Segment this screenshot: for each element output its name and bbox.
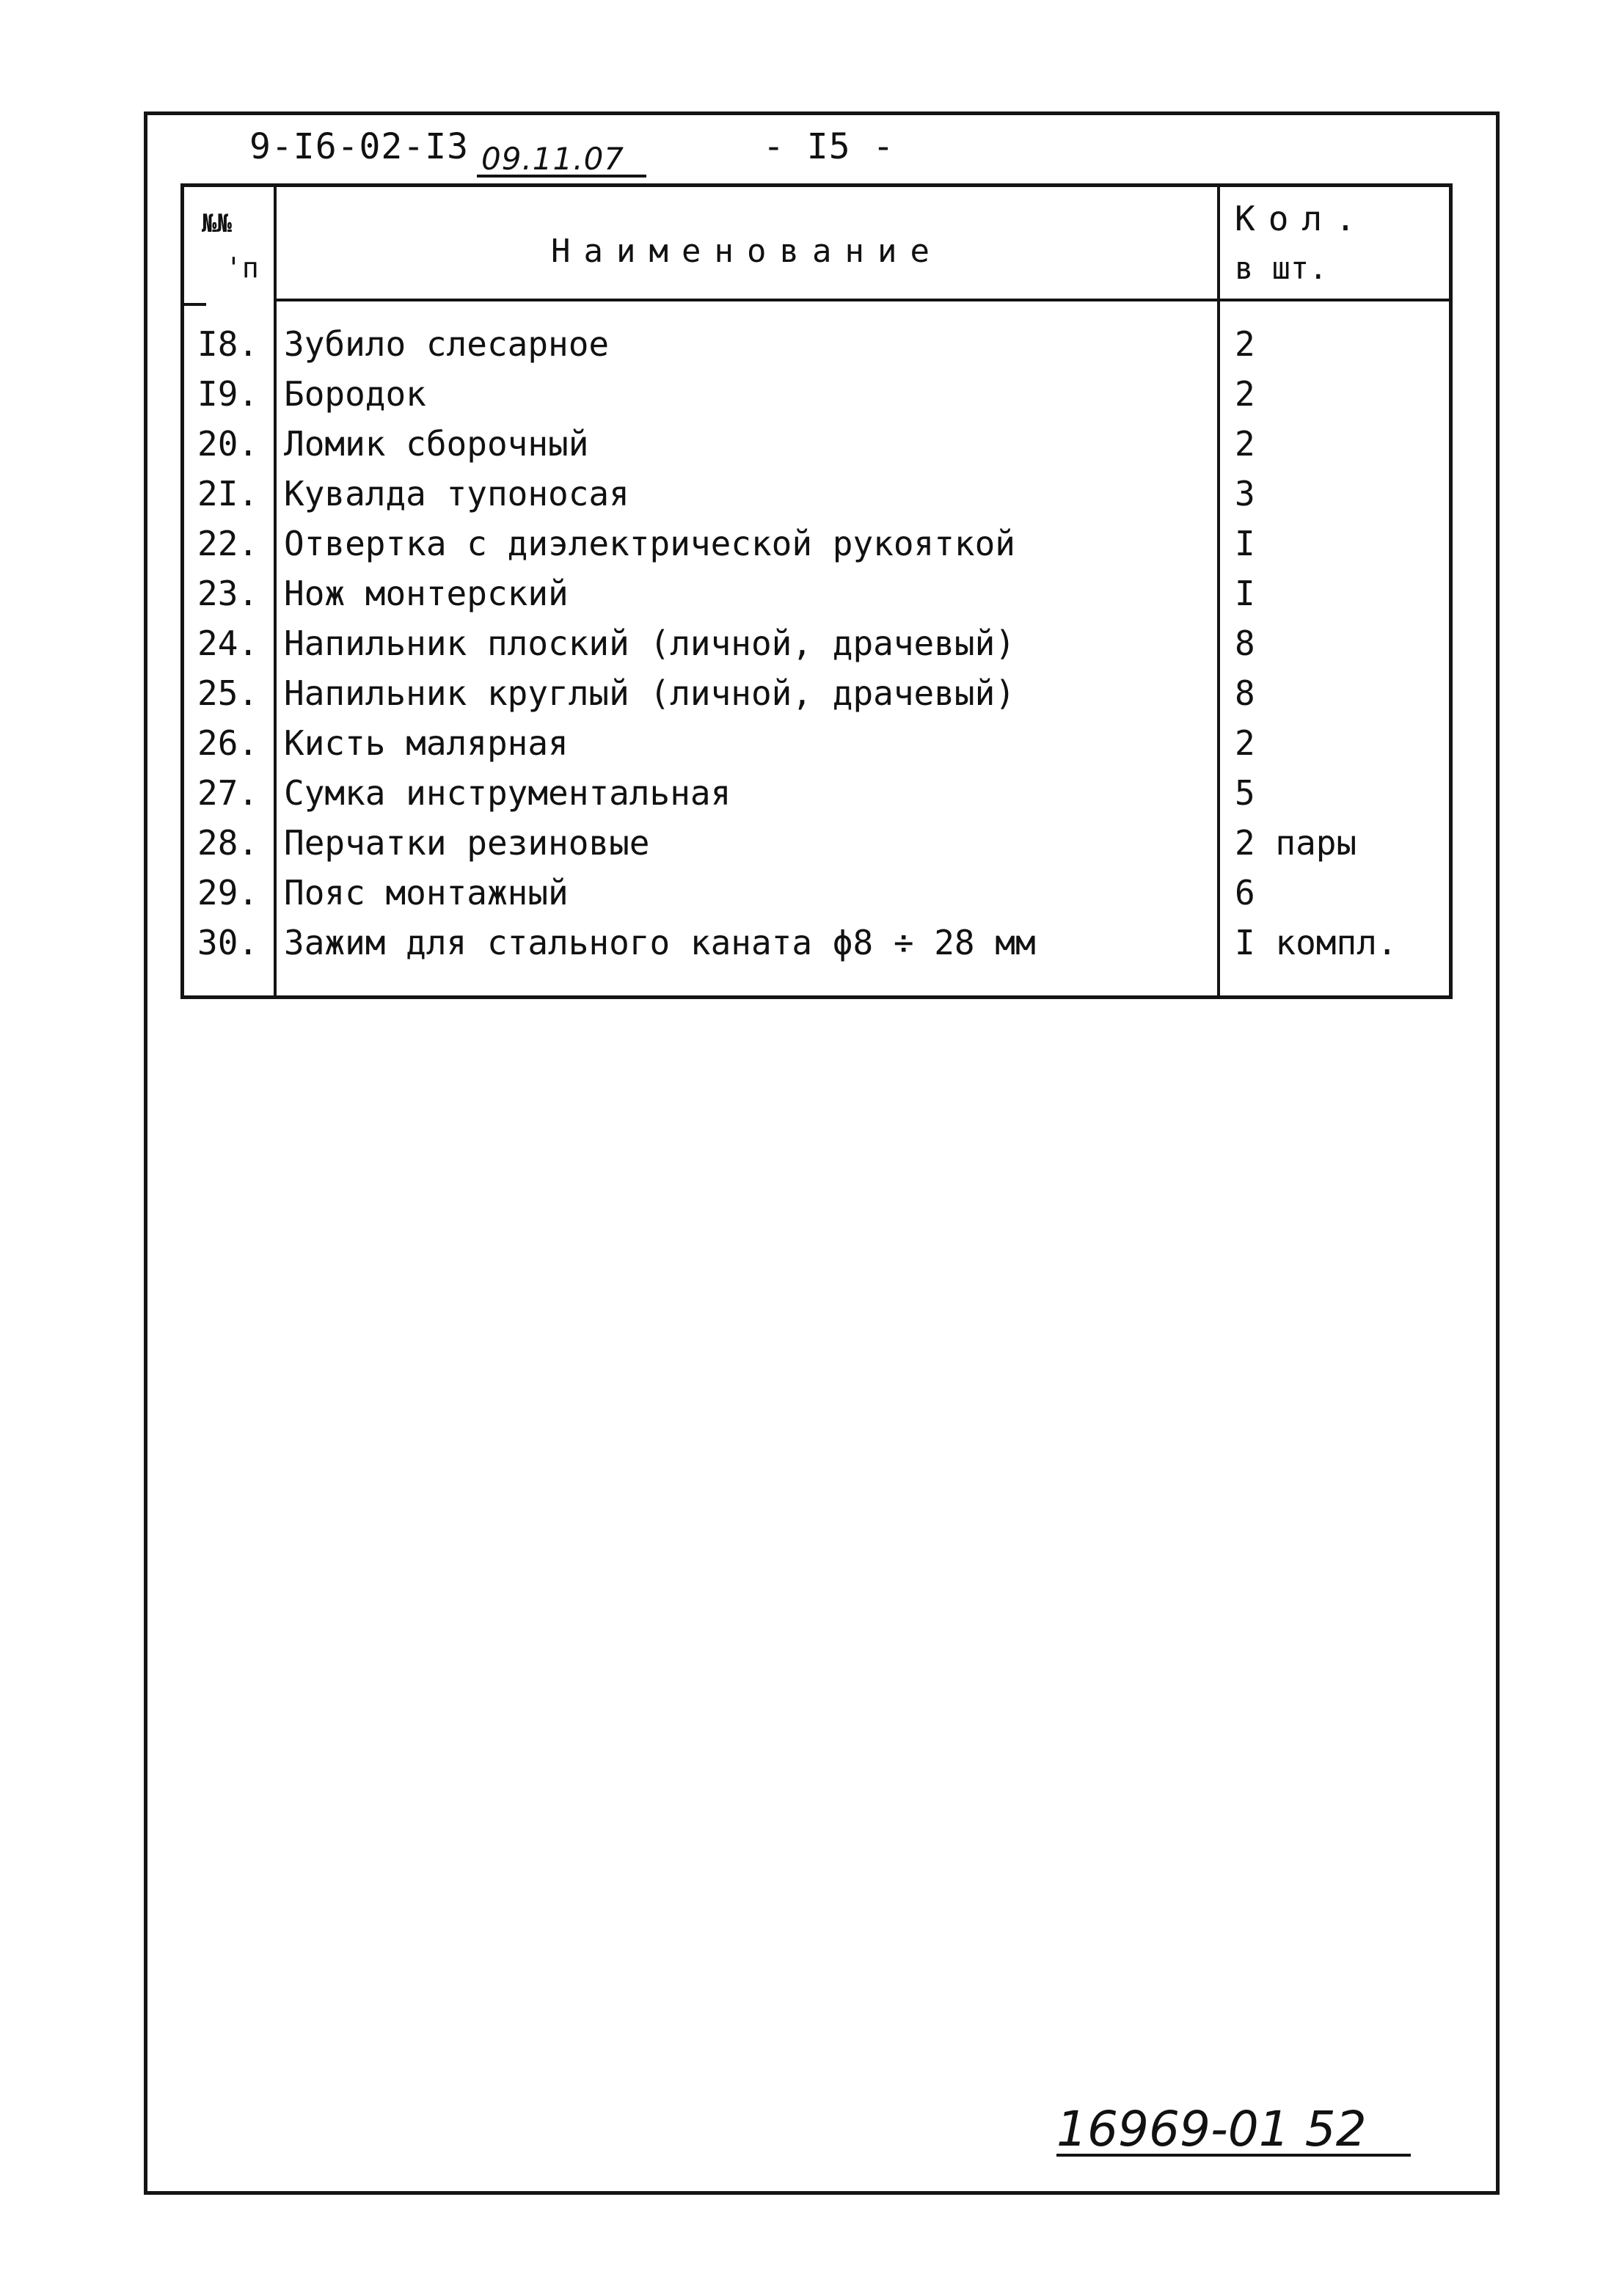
item-name: Зубило слесарное — [284, 324, 610, 364]
row-number: 27. — [197, 773, 259, 813]
row-number: 23. — [197, 574, 259, 613]
item-quantity: 2 — [1235, 374, 1255, 414]
table-row — [184, 718, 1449, 768]
item-quantity: 2 пары — [1235, 823, 1357, 863]
table-row — [184, 319, 1449, 369]
item-name: Сумка инструментальная — [284, 773, 731, 813]
item-quantity: I — [1235, 524, 1255, 563]
column-header-quantity: Кол. — [1235, 199, 1369, 238]
item-quantity: 8 — [1235, 673, 1255, 713]
item-name: Напильник круглый (личной, драчевый) — [284, 673, 1015, 713]
table-body — [184, 319, 1449, 968]
table-row — [184, 868, 1449, 918]
column-header-number: №№ — [202, 209, 232, 238]
item-name: Зажим для стального каната ϕ8 ÷ 28 мм — [284, 923, 1036, 962]
item-name: Напильник плоский (личной, драчевый) — [284, 624, 1015, 663]
row-number: I8. — [197, 324, 259, 364]
column-header-name: Наименование — [551, 233, 943, 270]
item-name: Кувалда тупоносая — [284, 474, 629, 513]
table-row — [184, 918, 1449, 968]
row-number: 25. — [197, 673, 259, 713]
item-name: Перчатки резиновые — [284, 823, 650, 863]
item-quantity: 2 — [1235, 424, 1255, 464]
table-row — [184, 768, 1449, 818]
item-quantity: I — [1235, 574, 1255, 613]
table-row — [184, 519, 1449, 568]
item-name: Бородок — [284, 374, 426, 414]
item-name: Ломик сборочный — [284, 424, 589, 464]
table-row — [184, 369, 1449, 419]
row-number: I9. — [197, 374, 259, 414]
item-quantity: 6 — [1235, 873, 1255, 913]
items-table — [180, 183, 1453, 999]
header-separator — [184, 303, 206, 306]
table-row — [184, 818, 1449, 868]
row-number: 2I. — [197, 474, 259, 513]
item-name: Пояс монтажный — [284, 873, 569, 913]
header-separator — [274, 299, 1449, 301]
row-number: 30. — [197, 923, 259, 962]
handwritten-archive-number: 16969-01 52 — [1056, 2105, 1411, 2157]
row-number: 28. — [197, 823, 259, 863]
table-row — [184, 668, 1449, 718]
table-row — [184, 618, 1449, 668]
document-code: 9-I6-02-I3 — [249, 126, 469, 167]
item-quantity: 8 — [1235, 624, 1255, 663]
item-name: Отвертка с диэлектрической рукояткой — [284, 524, 1015, 563]
handwritten-date: 09.11.07 — [477, 144, 646, 178]
row-number: 24. — [197, 624, 259, 663]
table-row — [184, 568, 1449, 618]
item-name: Кисть малярная — [284, 723, 569, 763]
row-number: 22. — [197, 524, 259, 563]
page-number: - I5 - — [763, 126, 895, 167]
row-number: 29. — [197, 873, 259, 913]
item-quantity: 5 — [1235, 773, 1255, 813]
row-number: 26. — [197, 723, 259, 763]
item-quantity: 2 — [1235, 723, 1255, 763]
item-quantity: I компл. — [1235, 923, 1398, 962]
row-number: 20. — [197, 424, 259, 464]
item-name: Нож монтерский — [284, 574, 569, 613]
item-quantity: 3 — [1235, 474, 1255, 513]
table-row — [184, 419, 1449, 469]
item-quantity: 2 — [1235, 324, 1255, 364]
column-header-quantity-unit: в шт. — [1235, 250, 1328, 286]
table-row — [184, 469, 1449, 519]
column-header-number-sub: 'п — [225, 252, 259, 284]
